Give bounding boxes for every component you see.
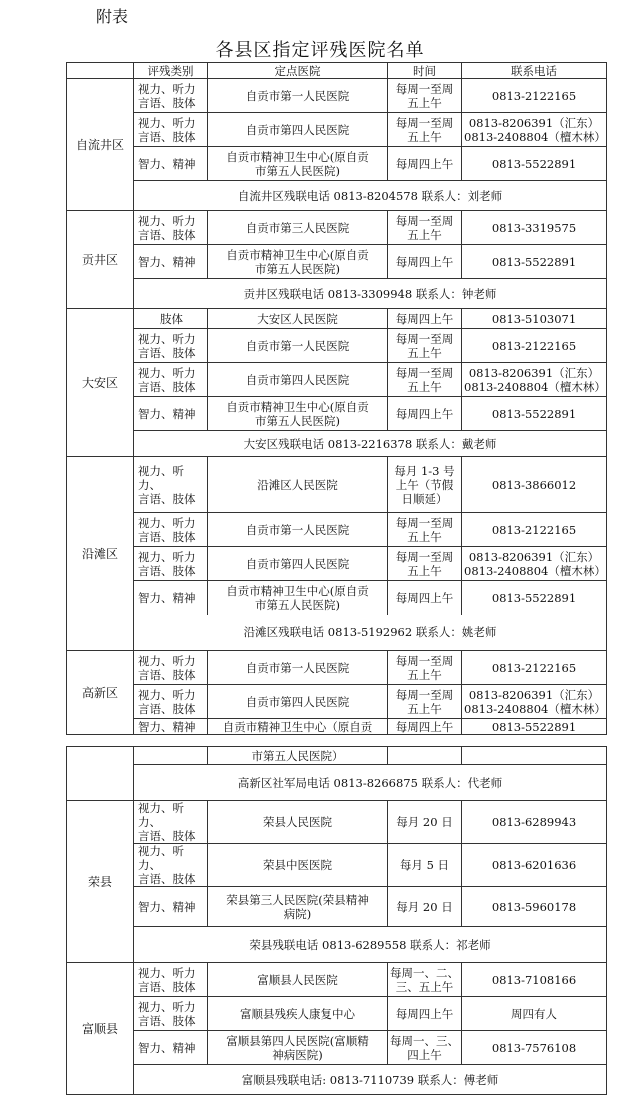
hospital-cell: 荣县第三人民医院(荣县精神 病院) [208,887,388,927]
hospital-cell: 自贡市精神卫生中心(原自贡 市第五人民医院) [208,245,388,279]
hospital-table-page1 [66,62,607,735]
phone-cell: 0813-5103071 [462,309,607,329]
table-row [67,581,607,615]
contact-cell: 高新区社军局电话 0813-8266875 联系人：代老师 [134,765,607,801]
category-cell-continued [134,747,208,765]
hospital-cell: 富顺县第四人民医院(富顺精 神病医院) [208,1031,388,1065]
time-cell: 每周一至周 五上午 [388,547,462,581]
hospital-table-page2 [66,746,607,1095]
table-row [67,457,607,513]
hospital-cell: 自贡市第四人民医院 [208,113,388,147]
hospital-cell: 自贡市第一人民医院 [208,329,388,363]
time-cell: 每月 20 日 [388,887,462,927]
phone-cell: 0813-8206391（汇东） 0813-2408804（檀木林） [462,113,607,147]
contact-row [67,927,607,963]
phone-cell: 0813-5522891 [462,719,607,735]
category-cell: 肢体 [134,309,208,329]
time-cell: 每周四上午 [388,397,462,431]
table-row [67,747,607,765]
phone-cell: 0813-3866012 [462,457,607,513]
phone-cell: 0813-2122165 [462,329,607,363]
hospital-cell-continued: 市第五人民医院） [208,747,388,765]
hospital-cell: 荣县中医医院 [208,844,388,887]
hospital-cell: 大安区人民医院 [208,309,388,329]
phone-cell: 0813-2122165 [462,79,607,113]
category-cell: 视力、听力 言语、肢体 [134,685,208,719]
hospital-cell: 富顺县人民医院 [208,963,388,997]
table-row [67,513,607,547]
time-cell: 每月 20 日 [388,801,462,844]
category-cell: 视力、听力、 言语、肢体 [134,457,208,513]
table-row [67,844,607,887]
district-gx-continued [67,747,134,801]
category-cell: 视力、听力 言语、肢体 [134,79,208,113]
time-cell: 每周四上午 [388,245,462,279]
phone-cell: 0813-7108166 [462,963,607,997]
time-cell: 每周一、二、 三、五上午 [388,963,462,997]
phone-cell: 0813-3319575 [462,211,607,245]
time-cell: 每周四上午 [388,719,462,735]
hospital-cell: 自贡市第三人民医院 [208,211,388,245]
time-cell: 每周四上午 [388,147,462,181]
phone-cell-continued [462,747,607,765]
category-cell: 视力、听力 言语、肢体 [134,651,208,685]
category-cell: 视力、听力 言语、肢体 [134,963,208,997]
contact-cell: 大安区残联电话 0813-2216378 联系人：戴老师 [134,431,607,457]
hospital-cell: 自贡市第一人民医院 [208,651,388,685]
category-cell: 视力、听力、 言语、肢体 [134,801,208,844]
phone-cell: 0813-2122165 [462,513,607,547]
doc-label: 附表 [96,7,129,26]
hospital-cell: 自贡市第四人民医院 [208,363,388,397]
table-row [67,397,607,431]
time-cell: 每月 1-3 号 上午（节假 日顺延） [388,457,462,513]
hospital-cell: 自贡市第四人民医院 [208,685,388,719]
time-cell: 每周一至周 五上午 [388,329,462,363]
table-row [67,245,607,279]
table-row [67,309,607,329]
category-cell: 智力、精神 [134,1031,208,1065]
phone-cell: 0813-6289943 [462,801,607,844]
contact-cell: 沿滩区残联电话 0813-5192962 联系人：姚老师 [134,615,607,651]
hospital-cell: 自贡市精神卫生中心(原自贡 市第五人民医院) [208,581,388,615]
hospital-cell: 自贡市精神卫生中心(原自贡 市第五人民医院) [208,147,388,181]
contact-row [67,1065,607,1095]
district-rx: 荣县 [67,801,134,963]
category-cell: 视力、听力 言语、肢体 [134,329,208,363]
table-row [67,147,607,181]
hospital-cell: 自贡市第一人民医院 [208,79,388,113]
table-row [67,211,607,245]
contact-cell: 自流井区残联电话 0813-8204578 联系人：刘老师 [134,181,607,211]
phone-cell: 0813-8206391（汇东） 0813-2408804（檀木林） [462,547,607,581]
category-cell: 智力、精神 [134,719,208,735]
hospital-cell: 沿滩区人民医院 [208,457,388,513]
page-title: 各县区指定评残医院名单 [215,40,425,61]
table-row [67,1031,607,1065]
time-cell: 每周四上午 [388,997,462,1031]
category-cell: 智力、精神 [134,245,208,279]
phone-cell: 0813-5522891 [462,581,607,615]
phone-cell: 0813-7576108 [462,1031,607,1065]
district-gj: 贡井区 [67,211,134,309]
time-cell: 每月 5 日 [388,844,462,887]
time-cell: 每周一至周 五上午 [388,79,462,113]
table-row [67,79,607,113]
category-cell: 视力、听力、 言语、肢体 [134,844,208,887]
contact-row [67,431,607,457]
phone-cell: 0813-5960178 [462,887,607,927]
category-cell: 智力、精神 [134,147,208,181]
table-row [67,997,607,1031]
category-cell: 视力、听力 言语、肢体 [134,513,208,547]
hospital-cell: 自贡市第一人民医院 [208,513,388,547]
district-yt: 沿滩区 [67,457,134,651]
phone-cell: 0813-5522891 [462,147,607,181]
table-row [67,801,607,844]
district-gx: 高新区 [67,651,134,735]
phone-cell: 0813-6201636 [462,844,607,887]
table-row [67,547,607,581]
time-cell-continued [388,747,462,765]
time-cell: 每周四上午 [388,309,462,329]
category-cell: 智力、精神 [134,397,208,431]
hospital-cell: 自贡市精神卫生中心(原自贡 市第五人民医院) [208,397,388,431]
hospital-cell: 自贡市第四人民医院 [208,547,388,581]
time-cell: 每周一至周 五上午 [388,211,462,245]
contact-row [67,615,607,651]
category-cell: 视力、听力 言语、肢体 [134,547,208,581]
contact-row [67,181,607,211]
header-phone: 联系电话 [462,63,607,79]
district-da: 大安区 [67,309,134,457]
phone-cell: 0813-5522891 [462,397,607,431]
contact-row [67,279,607,309]
district-fs: 富顺县 [67,963,134,1095]
district-zlj: 自流井区 [67,79,134,211]
table-row [67,113,607,147]
time-cell: 每周一至周 五上午 [388,513,462,547]
table-row [67,329,607,363]
contact-cell: 贡井区残联电话 0813-3309948 联系人：钟老师 [134,279,607,309]
hospital-cell: 荣县人民医院 [208,801,388,844]
phone-cell: 0813-2122165 [462,651,607,685]
time-cell: 每周一至周 五上午 [388,113,462,147]
category-cell: 视力、听力 言语、肢体 [134,211,208,245]
hospital-cell: 富顺县残疾人康复中心 [208,997,388,1031]
phone-cell: 0813-8206391（汇东） 0813-2408804（檀木林） [462,363,607,397]
table-row [67,719,607,735]
category-cell: 视力、听力 言语、肢体 [134,113,208,147]
time-cell: 每周一至周 五上午 [388,651,462,685]
category-cell: 智力、精神 [134,887,208,927]
table-row [67,685,607,719]
phone-cell: 0813-5522891 [462,245,607,279]
time-cell: 每周一至周 五上午 [388,363,462,397]
table-row [67,963,607,997]
phone-cell: 周四有人 [462,997,607,1031]
header-time: 时间 [388,63,462,79]
time-cell: 每周四上午 [388,581,462,615]
table-row [67,363,607,397]
contact-row [67,765,607,801]
header-district [67,63,134,79]
hospital-cell: 自贡市精神卫生中心（原自贡 [208,719,388,735]
table-header-row [67,63,607,79]
table-row [67,887,607,927]
time-cell: 每周一至周 五上午 [388,685,462,719]
header-category: 评残类别 [134,63,208,79]
category-cell: 视力、听力 言语、肢体 [134,363,208,397]
header-hospital: 定点医院 [208,63,388,79]
contact-cell: 富顺县残联电话: 0813-7110739 联系人：傅老师 [134,1065,607,1095]
category-cell: 智力、精神 [134,581,208,615]
time-cell: 每周一、三、 四上午 [388,1031,462,1065]
contact-cell: 荣县残联电话 0813-6289558 联系人：祁老师 [134,927,607,963]
category-cell: 视力、听力 言语、肢体 [134,997,208,1031]
table-row [67,651,607,685]
phone-cell: 0813-8206391（汇东） 0813-2408804（檀木林） [462,685,607,719]
